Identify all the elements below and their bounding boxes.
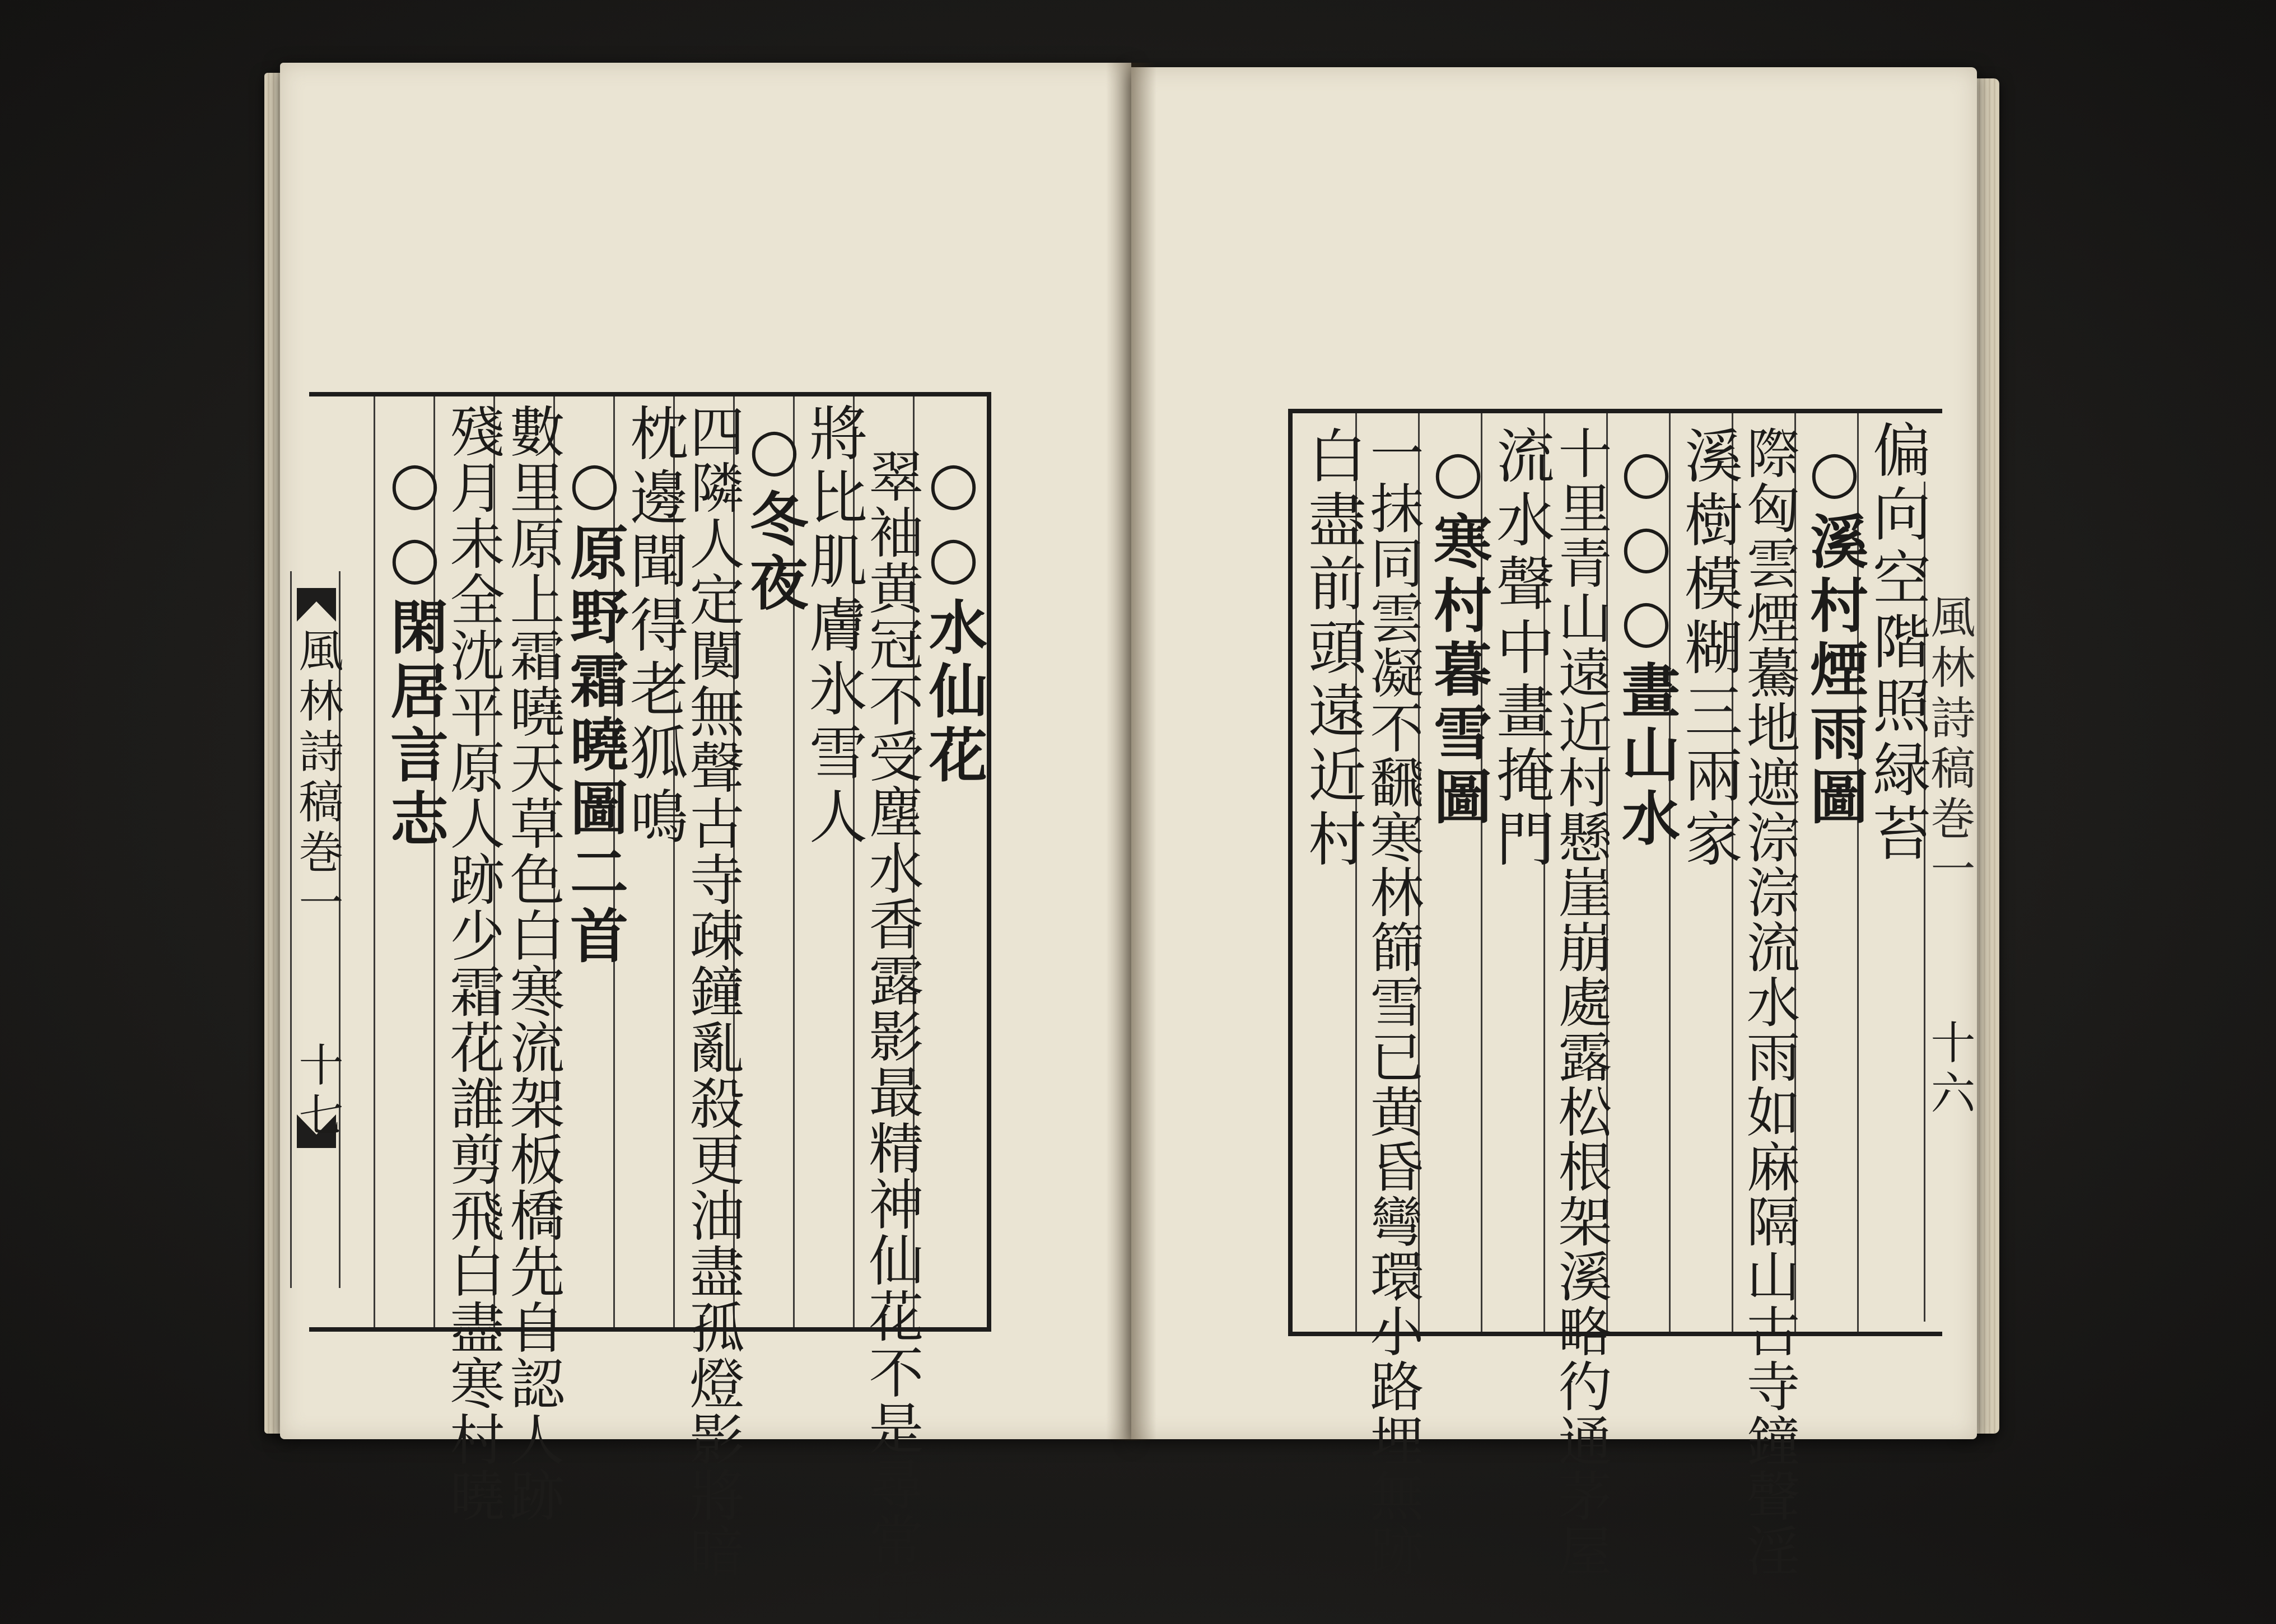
right-col-1: 偏向空階照緑苔 (1863, 420, 1931, 867)
left-col-8: 數里原上霜曉天草色白寒流架板橋先自認人跡 (501, 403, 565, 1523)
left-col-6: 枕邊聞得老狐鳴 (620, 403, 688, 850)
right-col-5: ○○○畫山水 (1612, 437, 1681, 852)
right-col-4: 溪樹模糊三兩家 (1675, 426, 1743, 872)
right-margin-page-number: 十六 (1923, 1019, 1975, 1120)
right-col-7: 流水聲中畫掩門 (1486, 426, 1555, 872)
right-margin-title: 風林詩稿巻一 (1923, 594, 1975, 896)
right-col-2: ○溪村煙雨圖 (1800, 437, 1869, 830)
left-col-7: ○原野霜曉圖二首 (560, 448, 629, 969)
left-col-3: 將比肌膚氷雪人 (799, 403, 868, 850)
right-col-9: 一抹同雲凝不飜寒林篩雪已黄昏彎環小路埋無跡 (1361, 426, 1424, 1578)
left-margin-title: 風林詩稿巻一 (291, 627, 343, 930)
right-col-6: 十里青山遠近村懸崖崩處露松根架溪略彴通茅屋 (1550, 426, 1612, 1578)
left-col-1: ○○水仙花 (919, 448, 988, 788)
right-col-10: 白盡前頭遠近村 (1298, 426, 1366, 872)
left-col-2: 翠袖黄冠不受塵水香露影最精神仙花不是尋常種 (860, 448, 924, 1624)
left-margin-page-number: 十七 (291, 1042, 343, 1142)
left-col-4: ○冬夜 (740, 414, 809, 617)
right-col-3: 際匈雲煙驀地遮淙淙流水雨如麻隔山古寺鐘聲淫 (1738, 426, 1801, 1578)
left-col-10: ○○閑居言志 (380, 448, 449, 852)
left-col-9: 殘月未全沈平原人跡少霜花誰剪飛白盡寒村曉 (441, 403, 505, 1523)
right-col-8: ○寒村暮雪圖 (1424, 437, 1493, 830)
book-gutter (1106, 63, 1156, 1440)
left-col-5: 四隣人定闃無聲古寺疎鐘亂殺更油盡孤燈影將暗 (680, 403, 744, 1579)
